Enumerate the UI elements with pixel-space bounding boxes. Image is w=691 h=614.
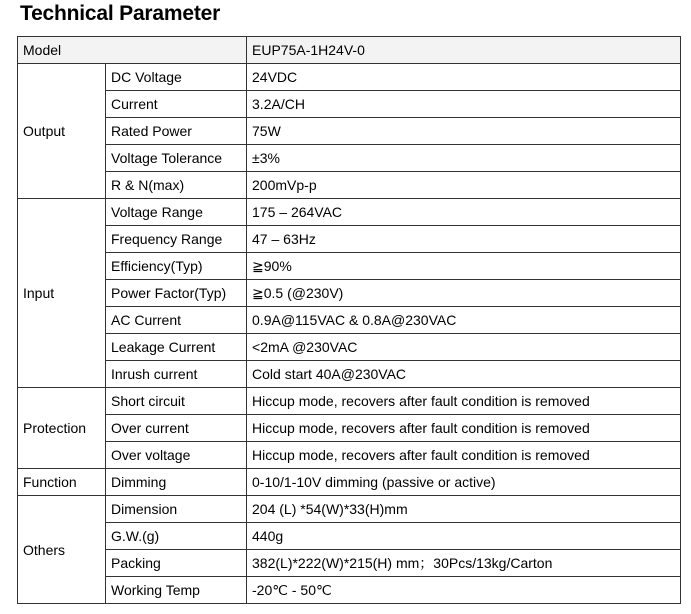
table-row [18, 118, 681, 145]
param-value: 3.2A/CH [247, 91, 681, 118]
table-row [18, 388, 681, 415]
param-value: 75W [247, 118, 681, 145]
param-name: Over voltage [106, 442, 247, 469]
group-label: Output [18, 64, 106, 199]
param-name: Packing [106, 550, 247, 577]
param-value: ≧90% [247, 253, 681, 280]
param-value: <2mA @230VAC [247, 334, 681, 361]
param-value: Hiccup mode, recovers after fault condition is removed [247, 388, 681, 415]
table-row [18, 280, 681, 307]
param-name: AC Current [106, 307, 247, 334]
table-row [18, 91, 681, 118]
page-title: Technical Parameter [20, 2, 221, 25]
group-label: Others [18, 496, 106, 604]
param-value: -20℃ - 50℃ [247, 577, 681, 604]
param-name: G.W.(g) [106, 523, 247, 550]
table-row [18, 334, 681, 361]
table-row [18, 469, 681, 496]
param-value: 0.9A@115VAC & 0.8A@230VAC [247, 307, 681, 334]
param-name: Efficiency(Typ) [106, 253, 247, 280]
model-label: Model [18, 37, 247, 64]
param-value: Hiccup mode, recovers after fault condition is removed [247, 415, 681, 442]
param-name: Dimming [106, 469, 247, 496]
param-value: 0-10/1-10V dimming (passive or active) [247, 469, 681, 496]
param-value: 382(L)*222(W)*215(H) mm；30Pcs/13kg/Carton [247, 550, 681, 577]
param-name: Rated Power [106, 118, 247, 145]
table-row [18, 172, 681, 199]
param-name: DC Voltage [106, 64, 247, 91]
param-name: Short circuit [106, 388, 247, 415]
param-name: Frequency Range [106, 226, 247, 253]
param-name: Voltage Tolerance [106, 145, 247, 172]
table-row [18, 523, 681, 550]
group-label: Input [18, 199, 106, 388]
model-value: EUP75A-1H24V-0 [247, 37, 681, 64]
param-value: 204 (L) *54(W)*33(H)mm [247, 496, 681, 523]
param-name: Current [106, 91, 247, 118]
table-row [18, 496, 681, 523]
table-row [18, 253, 681, 280]
spec-table [17, 36, 681, 604]
table-row [18, 307, 681, 334]
param-name: Over current [106, 415, 247, 442]
table-row [18, 199, 681, 226]
param-value: ≧0.5 (@230V) [247, 280, 681, 307]
param-name: Inrush current [106, 361, 247, 388]
param-name: Working Temp [106, 577, 247, 604]
table-row [18, 442, 681, 469]
param-name: Power Factor(Typ) [106, 280, 247, 307]
table-row [18, 361, 681, 388]
table-row [18, 64, 681, 91]
param-value: 175 – 264VAC [247, 199, 681, 226]
param-value: 47 – 63Hz [247, 226, 681, 253]
table-row [18, 577, 681, 604]
param-value: 440g [247, 523, 681, 550]
model-row [18, 37, 681, 64]
param-value: 200mVp-p [247, 172, 681, 199]
param-value: Hiccup mode, recovers after fault condition is removed [247, 442, 681, 469]
param-name: Leakage Current [106, 334, 247, 361]
table-row [18, 550, 681, 577]
param-value: ±3% [247, 145, 681, 172]
spec-table-body [18, 37, 681, 604]
param-name: Voltage Range [106, 199, 247, 226]
param-value: Cold start 40A@230VAC [247, 361, 681, 388]
table-row [18, 145, 681, 172]
table-row [18, 226, 681, 253]
param-name: Dimension [106, 496, 247, 523]
param-name: R & N(max) [106, 172, 247, 199]
group-label: Function [18, 469, 106, 496]
param-value: 24VDC [247, 64, 681, 91]
table-row [18, 415, 681, 442]
group-label: Protection [18, 388, 106, 469]
